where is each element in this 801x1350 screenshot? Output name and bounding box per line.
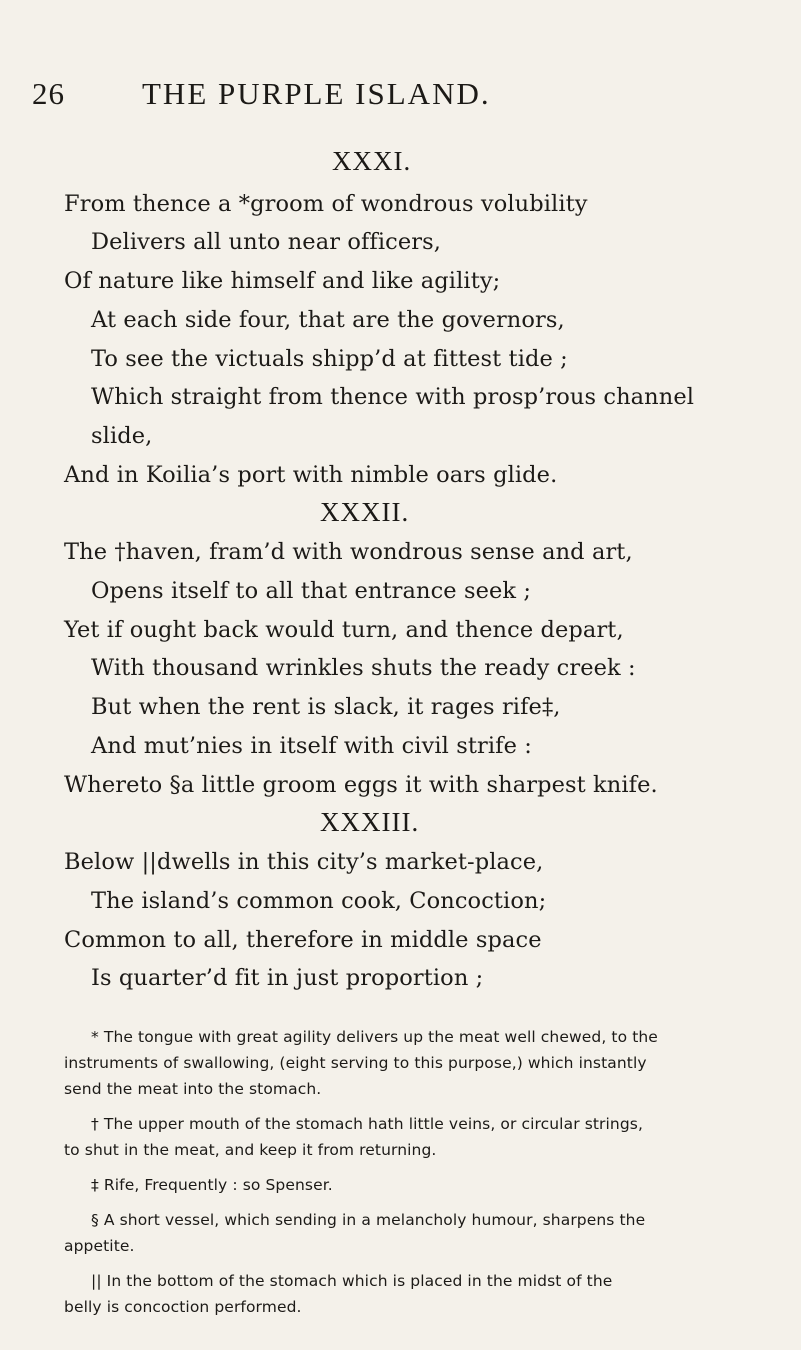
footnote-line: send the meat into the stomach. [64, 1080, 322, 1098]
verse-line: The †haven, fram’d with wondrous sense and art, [64, 539, 633, 565]
running-head: THE PURPLE ISLAND. [142, 76, 491, 111]
verse-line: But when the rent is slack, it rages rife‡, [91, 694, 561, 720]
verse-line: Of nature like himself and like agility; [64, 268, 501, 294]
page-number: 26 [32, 76, 65, 111]
footnote-line: * The tongue with great agility delivers up the meat well chewed, to the [91, 1028, 658, 1046]
verse-line: Delivers all unto near officers, [91, 229, 442, 255]
verse-line: Which straight from thence with prosp’rous channel [91, 384, 695, 410]
verse-line: And mut’nies in itself with civil strife : [91, 733, 532, 759]
verse-line: Opens itself to all that entrance seek ; [91, 578, 532, 604]
verse-line: From thence a *groom of wondrous volubility [64, 191, 588, 217]
verse-line: Below ||dwells in this city’s market-place, [64, 849, 544, 875]
footnote-line: † The upper mouth of the stomach hath little veins, or circular strings, [91, 1115, 643, 1133]
stanza-number: XXXI. [332, 146, 412, 176]
footnote-line: belly is concoction performed. [64, 1298, 302, 1316]
verse-line: To see the victuals shipp’d at fittest tide ; [91, 346, 568, 372]
footnote-line: ‡ Rife, Frequently : so Spenser. [91, 1176, 333, 1194]
stanza-number: XXXIII. [320, 807, 420, 837]
stanza-number: XXXII. [320, 497, 410, 527]
footnote-line: instruments of swallowing, (eight serving to this purpose,) which instantly [64, 1054, 647, 1072]
footnote-line: § A short vessel, which sending in a melancholy humour, sharpens the [91, 1211, 646, 1229]
verse-line: Is quarter’d fit in just proportion ; [91, 965, 484, 991]
footnote-line: to shut in the meat, and keep it from returning. [64, 1141, 437, 1159]
verse-line: Whereto §a little groom eggs it with sharpest knife. [64, 772, 658, 798]
verse-line: slide, [91, 423, 153, 449]
verse-line: The island’s common cook, Concoction; [91, 888, 547, 914]
verse-line: With thousand wrinkles shuts the ready creek : [91, 655, 636, 681]
footnote-line: appetite. [64, 1237, 135, 1255]
verse-line: Yet if ought back would turn, and thence depart, [64, 617, 624, 643]
verse-line: Common to all, therefore in middle space [64, 927, 542, 953]
verse-line: And in Koilia’s port with nimble oars glide. [64, 462, 558, 488]
footnote-line: || In the bottom of the stomach which is placed in the midst of the [91, 1272, 613, 1290]
verse-line: At each side four, that are the governors, [91, 307, 565, 333]
page-header [32, 76, 762, 116]
